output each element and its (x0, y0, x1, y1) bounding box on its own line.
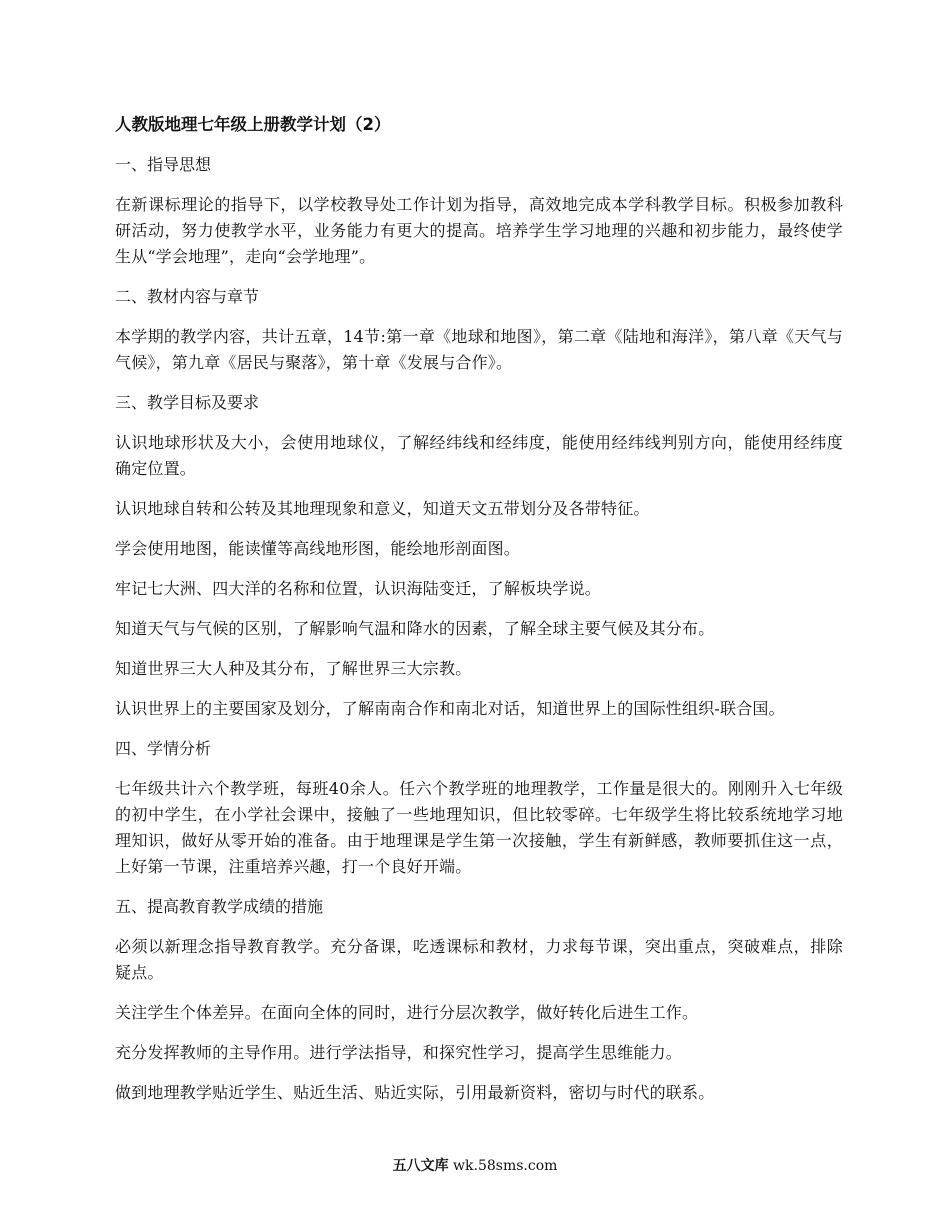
paragraph: 知道世界三大人种及其分布，了解世界三大宗教。 (115, 659, 472, 678)
section-heading-4: 四、学情分析 (115, 739, 212, 758)
paragraph: 七年级共计六个教学班，每班40余人。任六个教学班的地理教学，工作量是很大的。刚刚升入七年级的初中学生，在小学社会课中，接触了一些地理知识，但比较零碎。七年级学生将比较系统地学习地理知识，做好从零开始的准备。由于地理课是学生第一次接触，学生有新鲜感，教师要抓住这一点，上好第一节课，注重培养兴趣，打一个良好开端。 (115, 779, 843, 876)
paragraph: 知道天气与气候的区别，了解影响气温和降水的因素，了解全球主要气候及其分布。 (115, 619, 715, 638)
section-heading-3: 三、教学目标及要求 (115, 393, 260, 412)
document-title: 人教版地理七年级上册教学计划（2） (115, 115, 391, 134)
document-body (115, 112, 843, 1120)
page-footer (0, 1156, 950, 1176)
paragraph: 学会使用地图，能读懂等高线地形图，能绘地形剖面图。 (115, 539, 521, 558)
footer-url[interactable]: wk.58sms.com (453, 1158, 558, 1174)
paragraph: 认识世界上的主要国家及划分，了解南南合作和南北对话，知道世界上的国际性组织-联合国。 (115, 699, 785, 718)
paragraph: 在新课标理论的指导下，以学校教导处工作计划为指导，高效地完成本学科教学目标。积极参加教科研活动，努力使教学水平，业务能力有更大的提高。培养学生学习地理的兴趣和初步能力，最终使学生从“学会地理”，走向“会学地理”。 (115, 195, 843, 266)
paragraph: 本学期的教学内容，共计五章，14节:第一章《地球和地图》，第二章《陆地和海洋》，第八章《天气与气候》，第九章《居民与聚落》，第十章《发展与合作》。 (115, 327, 843, 372)
paragraph: 认识地球自转和公转及其地理现象和意义，知道天文五带划分及各带特征。 (115, 499, 650, 518)
section-heading-5: 五、提高教育教学成绩的措施 (115, 897, 324, 916)
paragraph: 充分发挥教师的主导作用。进行学法指导，和探究性学习，提高学生思维能力。 (115, 1043, 683, 1062)
section-heading-2: 二、教材内容与章节 (115, 287, 260, 306)
footer-brand: 五八文库 (392, 1158, 449, 1174)
paragraph: 认识地球形状及大小，会使用地球仪，了解经纬线和经纬度，能使用经纬线判别方向，能使用经纬度确定位置。 (115, 433, 843, 478)
paragraph: 牢记七大洲、四大洋的名称和位置，认识海陆变迁，了解板块学说。 (115, 579, 602, 598)
paragraph: 关注学生个体差异。在面向全体的同时，进行分层次教学，做好转化后进生工作。 (115, 1003, 699, 1022)
paragraph: 必须以新理念指导教育教学。充分备课，吃透课标和教材，力求每节课，突出重点，突破难点，排除疑点。 (115, 937, 843, 982)
section-heading-1: 一、指导思想 (115, 155, 212, 174)
paragraph: 做到地理教学贴近学生、贴近生活、贴近实际，引用最新资料，密切与时代的联系。 (115, 1083, 715, 1102)
